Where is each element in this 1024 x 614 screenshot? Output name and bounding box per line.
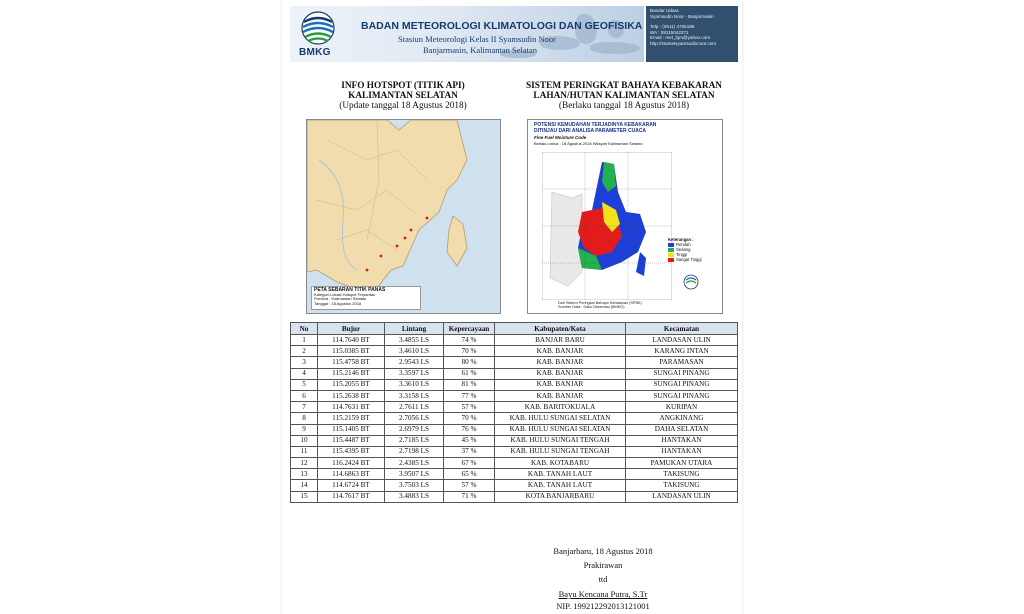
table-cell: 13 [291,469,318,480]
table-cell: HANTAKAN [626,435,738,446]
table-cell: 6 [291,390,318,401]
place-date: Banjarbaru, 18 Agustus 2018 [553,546,653,556]
table-cell: 61 % [444,368,495,379]
contact-box: Bandar Udara Syamsudin Noor - Banjarmasin Telp : (0511) 4705186 WA : 08115042371 Email : met_bjm@yahoo.com http://stametsyamsudinnoor.com [646,6,738,62]
table-cell: 7 [291,402,318,413]
table-cell: SUNGAI PINANG [626,390,738,401]
table-cell: 3.4610 LS [385,346,444,357]
table-cell: 14 [291,480,318,491]
table-cell: 2.6979 LS [385,424,444,435]
table-row [291,357,738,368]
table-cell: 12 [291,458,318,469]
fire-danger-map-graphic [542,152,672,300]
table-cell: 15 [291,491,318,502]
table-cell: 2.4385 LS [385,458,444,469]
table-row [291,458,738,469]
table-cell: KOTA BANJARBARU [495,491,626,502]
signature-ttd: ttd [598,574,608,584]
table-cell: 4 [291,368,318,379]
table-cell: KAB. BANJAR [495,390,626,401]
table-cell: 114.6863 BT [318,469,385,480]
table-cell: 81 % [444,379,495,390]
table-cell: KAB. TANAH LAUT [495,480,626,491]
agency-title: BADAN METEOROLOGI KLIMATOLOGI DAN GEOFISIKA [361,20,643,32]
table-row [291,424,738,435]
hotspot-table [290,322,738,503]
table-cell: KAB. BANJAR [495,368,626,379]
table-cell: 2.9543 LS [385,357,444,368]
table-cell: 70 % [444,413,495,424]
table-cell: 3.3158 LS [385,390,444,401]
table-cell: 3.4855 LS [385,335,444,346]
table-cell: 3.9507 LS [385,469,444,480]
table-cell: KAB. KOTABARU [495,458,626,469]
table-cell: 71 % [444,491,495,502]
letterhead-banner [290,6,644,62]
table-cell: KAB. HULU SUNGAI SELATAN [495,424,626,435]
table-cell: 115.4758 BT [318,357,385,368]
table-cell: 57 % [444,402,495,413]
signer-name: Bayu Kencana Putra, S.Tr [558,589,648,599]
table-row [291,346,738,357]
legend-item: Sangat Tinggi [668,257,702,262]
table-row [291,368,738,379]
legend-item: Sedang [668,247,702,252]
fire-map-title: POTENSI KEMUDAHAN TERJADINYA KEBAKARAN DITINJAU DARI ANALISA PARAMETER CUACA [534,122,657,134]
table-row [291,435,738,446]
bmkg-small-logo-icon [683,274,699,290]
table-cell: KAB. HULU SUNGAI SELATAN [495,413,626,424]
legend-item: Rendah [668,242,702,247]
table-cell: PARAMASAN [626,357,738,368]
table-cell: LANDASAN ULIN [626,335,738,346]
table-cell: KAB. BARITOKUALA [495,402,626,413]
table-cell: TAKISUNG [626,480,738,491]
table-cell: 70 % [444,346,495,357]
hotspot-map-legend: PETA SEBARAN TITIK PANAS Kategori Lokasi Hotspot Terpantau Provinsi : Kalimantan Selatan Tanggal : 18 Agustus 2018 [311,286,421,310]
table-cell: 3.3597 LS [385,368,444,379]
document-page [282,0,742,614]
table-cell: 3.7503 LS [385,480,444,491]
table-row [291,446,738,457]
station-name: Stasiun Meteorologi Kelas II Syamsudin Noor [398,34,556,44]
table-cell: 115.2159 BT [318,413,385,424]
table-cell: 74 % [444,335,495,346]
table-row [291,402,738,413]
hotspot-section-title: INFO HOTSPOT (TITIK API) KALIMANTAN SELATAN (Update tanggal 18 Agustus 2018) [339,81,467,112]
table-cell: 3.4883 LS [385,491,444,502]
table-cell: 2 [291,346,318,357]
logo-text: BMKG [299,47,331,58]
table-cell: PAMUKAN UTARA [626,458,738,469]
table-cell: BANJAR BARU [495,335,626,346]
table-cell: 115.0385 BT [318,346,385,357]
table-cell: 114.7631 BT [318,402,385,413]
table-cell: 2.7185 LS [385,435,444,446]
table-cell: 115.4395 BT [318,446,385,457]
table-cell: 10 [291,435,318,446]
contact-phone: Telp : (0511) 4705186 [650,24,695,30]
table-cell: 115.1405 BT [318,424,385,435]
table-cell: 45 % [444,435,495,446]
table-cell: 115.2055 BT [318,379,385,390]
table-cell: 114.6724 BT [318,480,385,491]
table-cell: 3.3610 LS [385,379,444,390]
signer-role: Prakirawan [583,560,623,570]
fire-danger-section-title: SISTEM PERINGKAT BAHAYA KEBAKARAN LAHAN/HUTAN KALIMANTAN SELATAN (Berlaku tanggal 18 Agustus 2018) [525,81,723,112]
signer-nip: NIP. 199212292013121001 [556,601,650,611]
table-row [291,480,738,491]
table-cell: 57 % [444,480,495,491]
table-cell: KURIPAN [626,402,738,413]
table-cell: 37 % [444,446,495,457]
table-row [291,390,738,401]
table-cell: 5 [291,379,318,390]
table-cell: DAHA SELATAN [626,424,738,435]
table-cell: 3 [291,357,318,368]
fire-danger-legend: Keterangan : Rendah Sedang Tinggi Sangat Tinggi [668,237,702,262]
table-cell: 2.7611 LS [385,402,444,413]
table-cell: SUNGAI PINANG [626,368,738,379]
fire-danger-map: POTENSI KEMUDAHAN TERJADINYA KEBAKARAN DITINJAU DARI ANALISA PARAMETER CUACA Fine Fuel Moisture Code Berlaku untuk : 18 Agustus 2018 Wilayah Kalimantan Selatan Keterangan : Rendah Sedang Tinggi Sangat Tinggi Dari Sistem Peringkat Bahaya Kebakaran (SPBK) Sumber Data : Data Observasi (BMKG) [527,119,723,314]
table-cell: KAB. BANJAR [495,346,626,357]
table-cell: KAB. BANJAR [495,379,626,390]
table-row [291,469,738,480]
fire-map-source: Dari Sistem Peringkat Bahaya Kebakaran (SPBK) Sumber Data : Data Observasi (BMKG) [558,301,642,310]
table-cell: 2.7198 LS [385,446,444,457]
table-cell: 11 [291,446,318,457]
table-row [291,413,738,424]
table-cell: KAB. HULU SUNGAI TENGAH [495,435,626,446]
contact-wa: WA : 08115042371 [650,29,689,35]
table-cell: KAB. HULU SUNGAI TENGAH [495,446,626,457]
contact-email: Email : met_bjm@yahoo.com [650,35,711,41]
table-cell: 116.2424 BT [318,458,385,469]
table-cell: HANTAKAN [626,446,738,457]
legend-item: Tinggi [668,252,702,257]
table-cell: 77 % [444,390,495,401]
table-cell: LANDASAN ULIN [626,491,738,502]
table-cell: 2.7056 LS [385,413,444,424]
table-cell: 67 % [444,458,495,469]
contact-web: http://stametsyamsudinnoor.com [650,40,717,46]
table-cell: KARANG INTAN [626,346,738,357]
table-cell: 115.2146 BT [318,368,385,379]
table-cell: 9 [291,424,318,435]
table-cell: 76 % [444,424,495,435]
table-cell: 1 [291,335,318,346]
table-cell: KAB. BANJAR [495,357,626,368]
table-cell: 115.4487 BT [318,435,385,446]
table-row [291,379,738,390]
table-cell: 115.2638 BT [318,390,385,401]
table-cell: 114.7617 BT [318,491,385,502]
table-header-row: No Bujur Lintang Kepercayaan Kabupaten/Kota Kecamatan [291,323,738,335]
letterhead [290,6,738,62]
table-cell: KAB. TANAH LAUT [495,469,626,480]
table-cell: 8 [291,413,318,424]
table-row [291,335,738,346]
table-cell: 65 % [444,469,495,480]
station-location: Banjarmasin, Kalimantan Selatan [423,45,538,55]
table-cell: TAKISUNG [626,469,738,480]
table-cell: 80 % [444,357,495,368]
table-row [291,491,738,502]
hotspot-map-graphic [307,120,500,313]
hotspot-map [306,119,501,314]
table-cell: 114.7640 BT [318,335,385,346]
table-cell: ANGKINANG [626,413,738,424]
table-cell: SUNGAI PINANG [626,379,738,390]
